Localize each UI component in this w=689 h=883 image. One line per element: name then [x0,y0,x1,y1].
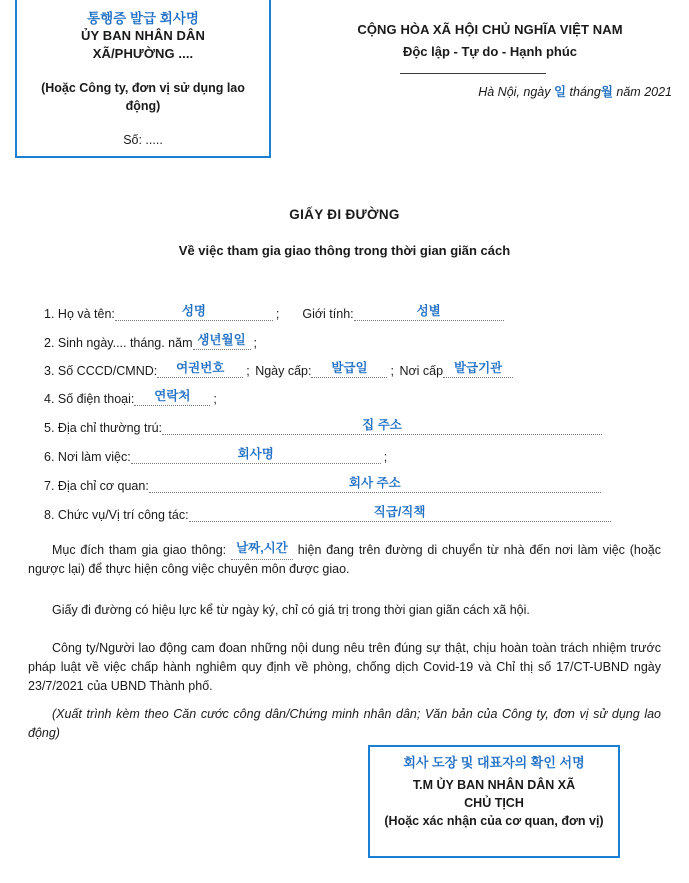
field-6-korean-annotation: 회사명 [237,447,274,461]
field-2-korean-annotation: 생년월일 [197,333,246,347]
field-4-separator: ; [213,392,217,406]
attachment-note-text: (Xuất trình kèm theo Căn cước công dân/Chứng minh nhân dân; Văn bản của Công ty, đơn vị sử dụng lao động) [28,707,661,740]
field-2-label: Sinh ngày.... tháng. năm [57,336,193,350]
field-8-label: Chức vụ/Vị trí công tác: [57,508,189,522]
date-year-prefix: năm [616,85,641,99]
field-5-number: 5. [44,421,55,435]
field-3b-label: Ngày cấp: [255,364,312,378]
field-8-number: 8. [44,508,55,522]
field-4-input-phone[interactable] [134,389,210,406]
field-3c-label: Nơi cấp [399,364,444,378]
field-8-korean-annotation: 직급/직책 [373,505,426,519]
commitment-text: Công ty/Người lao động cam đoan những nội dung nêu trên đúng sự thật, chịu hoàn toàn trách nhiệm trước pháp luật về việc chấp hành nghiêm quy định về phòng, chống dịch Covid-19 và Chỉ thị số 17/CT-UBND ngày 23/7/2021 của UBND Thành phố. [28,641,661,693]
form-field-home-address [44,418,664,439]
issuer-alternative-note: (Hoặc Công ty, đơn vị sử dụng lao động) [41,81,245,113]
field-5-korean-annotation: 집 주소 [362,418,402,432]
field-4-korean-annotation: 연락처 [154,389,191,403]
form-field-birthdate [44,333,664,354]
field-3-korean-annotation: 여권번호 [176,361,225,375]
national-heading [300,22,680,59]
purpose-korean-annotation: 날짜,시간 [236,541,288,555]
field-3c-input-issue-place[interactable] [443,361,513,378]
field-3-separator-2: ; [390,364,394,378]
date-year: 2021 [644,85,672,99]
form-field-id-number [44,361,664,382]
field-4-label: Số điện thoại: [57,392,135,406]
motto-underline-rule [400,73,546,74]
form-field-workplace [44,447,664,468]
field-7-label: Địa chỉ cơ quan: [57,479,149,493]
signature-line-3: (Hoặc xác nhận của cơ quan, đơn vị) [384,814,604,828]
field-3-label: Số CCCD/CMND: [57,364,158,378]
purpose-rest: hiện đang trên đường di chuyển từ nhà đến nơi làm việc (hoặc ngược lại) để thực hiện công việc chuyên môn được giao. [28,543,661,576]
date-day-korean-annotation: 일 [553,85,567,99]
field-7-input-company-address[interactable] [149,476,601,493]
date-line [300,82,672,100]
signature-line-1: T.M ỦY BAN NHÂN DÂN XÃ [412,778,576,792]
field-2-separator: ; [253,336,257,350]
field-2-input-birthdate[interactable] [193,333,251,350]
field-3-input-id-number[interactable] [157,361,243,378]
field-3b-korean-annotation: 발급일 [331,361,368,375]
field-3-separator-1: ; [246,364,250,378]
paragraph-attachment-note [28,705,661,743]
national-motto: Độc lập - Tự do - Hạnh phúc [402,44,578,59]
paragraph-purpose [28,541,661,579]
field-3b-input-issue-date[interactable] [311,361,387,378]
form-field-company-address [44,476,664,497]
field-1b-label: Giới tính: [302,307,354,321]
field-1-separator: ; [275,307,280,321]
field-6-separator: ; [383,450,388,464]
issuer-org-line-1: ỦY BAN NHÂN DÂN [80,28,206,43]
purpose-prefix: Mục đích tham gia giao thông: [52,543,227,557]
field-1b-korean-annotation: 성별 [416,304,441,318]
issuer-number-label: Số: ..... [123,133,163,147]
form-field-position [44,505,664,526]
form-field-phone [44,389,664,410]
field-1-number: 1. [44,307,55,321]
document-title: GIẤY ĐI ĐƯỜNG [289,207,400,222]
paragraph-validity [28,601,661,620]
country-name: CỘNG HÒA XÃ HỘI CHỦ NGHĨA VIỆT NAM [357,22,623,37]
field-4-number: 4. [44,392,55,406]
field-2-number: 2. [44,336,55,350]
purpose-input-datetime[interactable] [231,541,293,560]
document-subtitle: Về việc tham gia giao thông trong thời gian giãn cách [178,243,511,258]
date-prefix: Hà Nội, ngày [478,85,551,99]
field-5-label: Địa chỉ thường trú: [57,421,163,435]
field-1-label: Họ và tên: [57,307,115,321]
field-7-number: 7. [44,479,55,493]
field-1-korean-annotation: 성명 [181,304,206,318]
field-3-number: 3. [44,364,55,378]
field-6-label: Nơi làm việc: [57,450,131,464]
issuer-org-line-2: XÃ/PHƯỜNG .... [92,46,194,61]
validity-text: Giấy đi đường có hiệu lực kể từ ngày ký, chỉ có giá trị trong thời gian giãn cách xã hội. [52,603,530,617]
field-3c-korean-annotation: 발급기관 [453,361,503,375]
signature-korean-annotation: 회사 도장 및 대표자의 확인 서명 [403,755,585,770]
field-8-input-position[interactable] [189,505,611,522]
paragraph-commitment [28,639,661,696]
field-6-input-workplace[interactable] [131,447,381,464]
field-5-input-home-address[interactable] [162,418,602,435]
date-month-korean-annotation: 월 [600,85,613,99]
form-field-fullname [44,304,664,325]
date-month-prefix: tháng [569,85,601,99]
signature-line-2: CHỦ TỊCH [464,796,524,810]
field-6-number: 6. [44,450,55,464]
signature-confirmation-box [368,745,620,858]
field-7-korean-annotation: 회사 주소 [348,476,401,490]
issuer-korean-annotation: 통행증 발급 회사명 [87,11,199,26]
issuer-authority-box [15,0,271,158]
field-1b-input-gender[interactable] [354,304,504,321]
field-1-input-fullname[interactable] [115,304,273,321]
